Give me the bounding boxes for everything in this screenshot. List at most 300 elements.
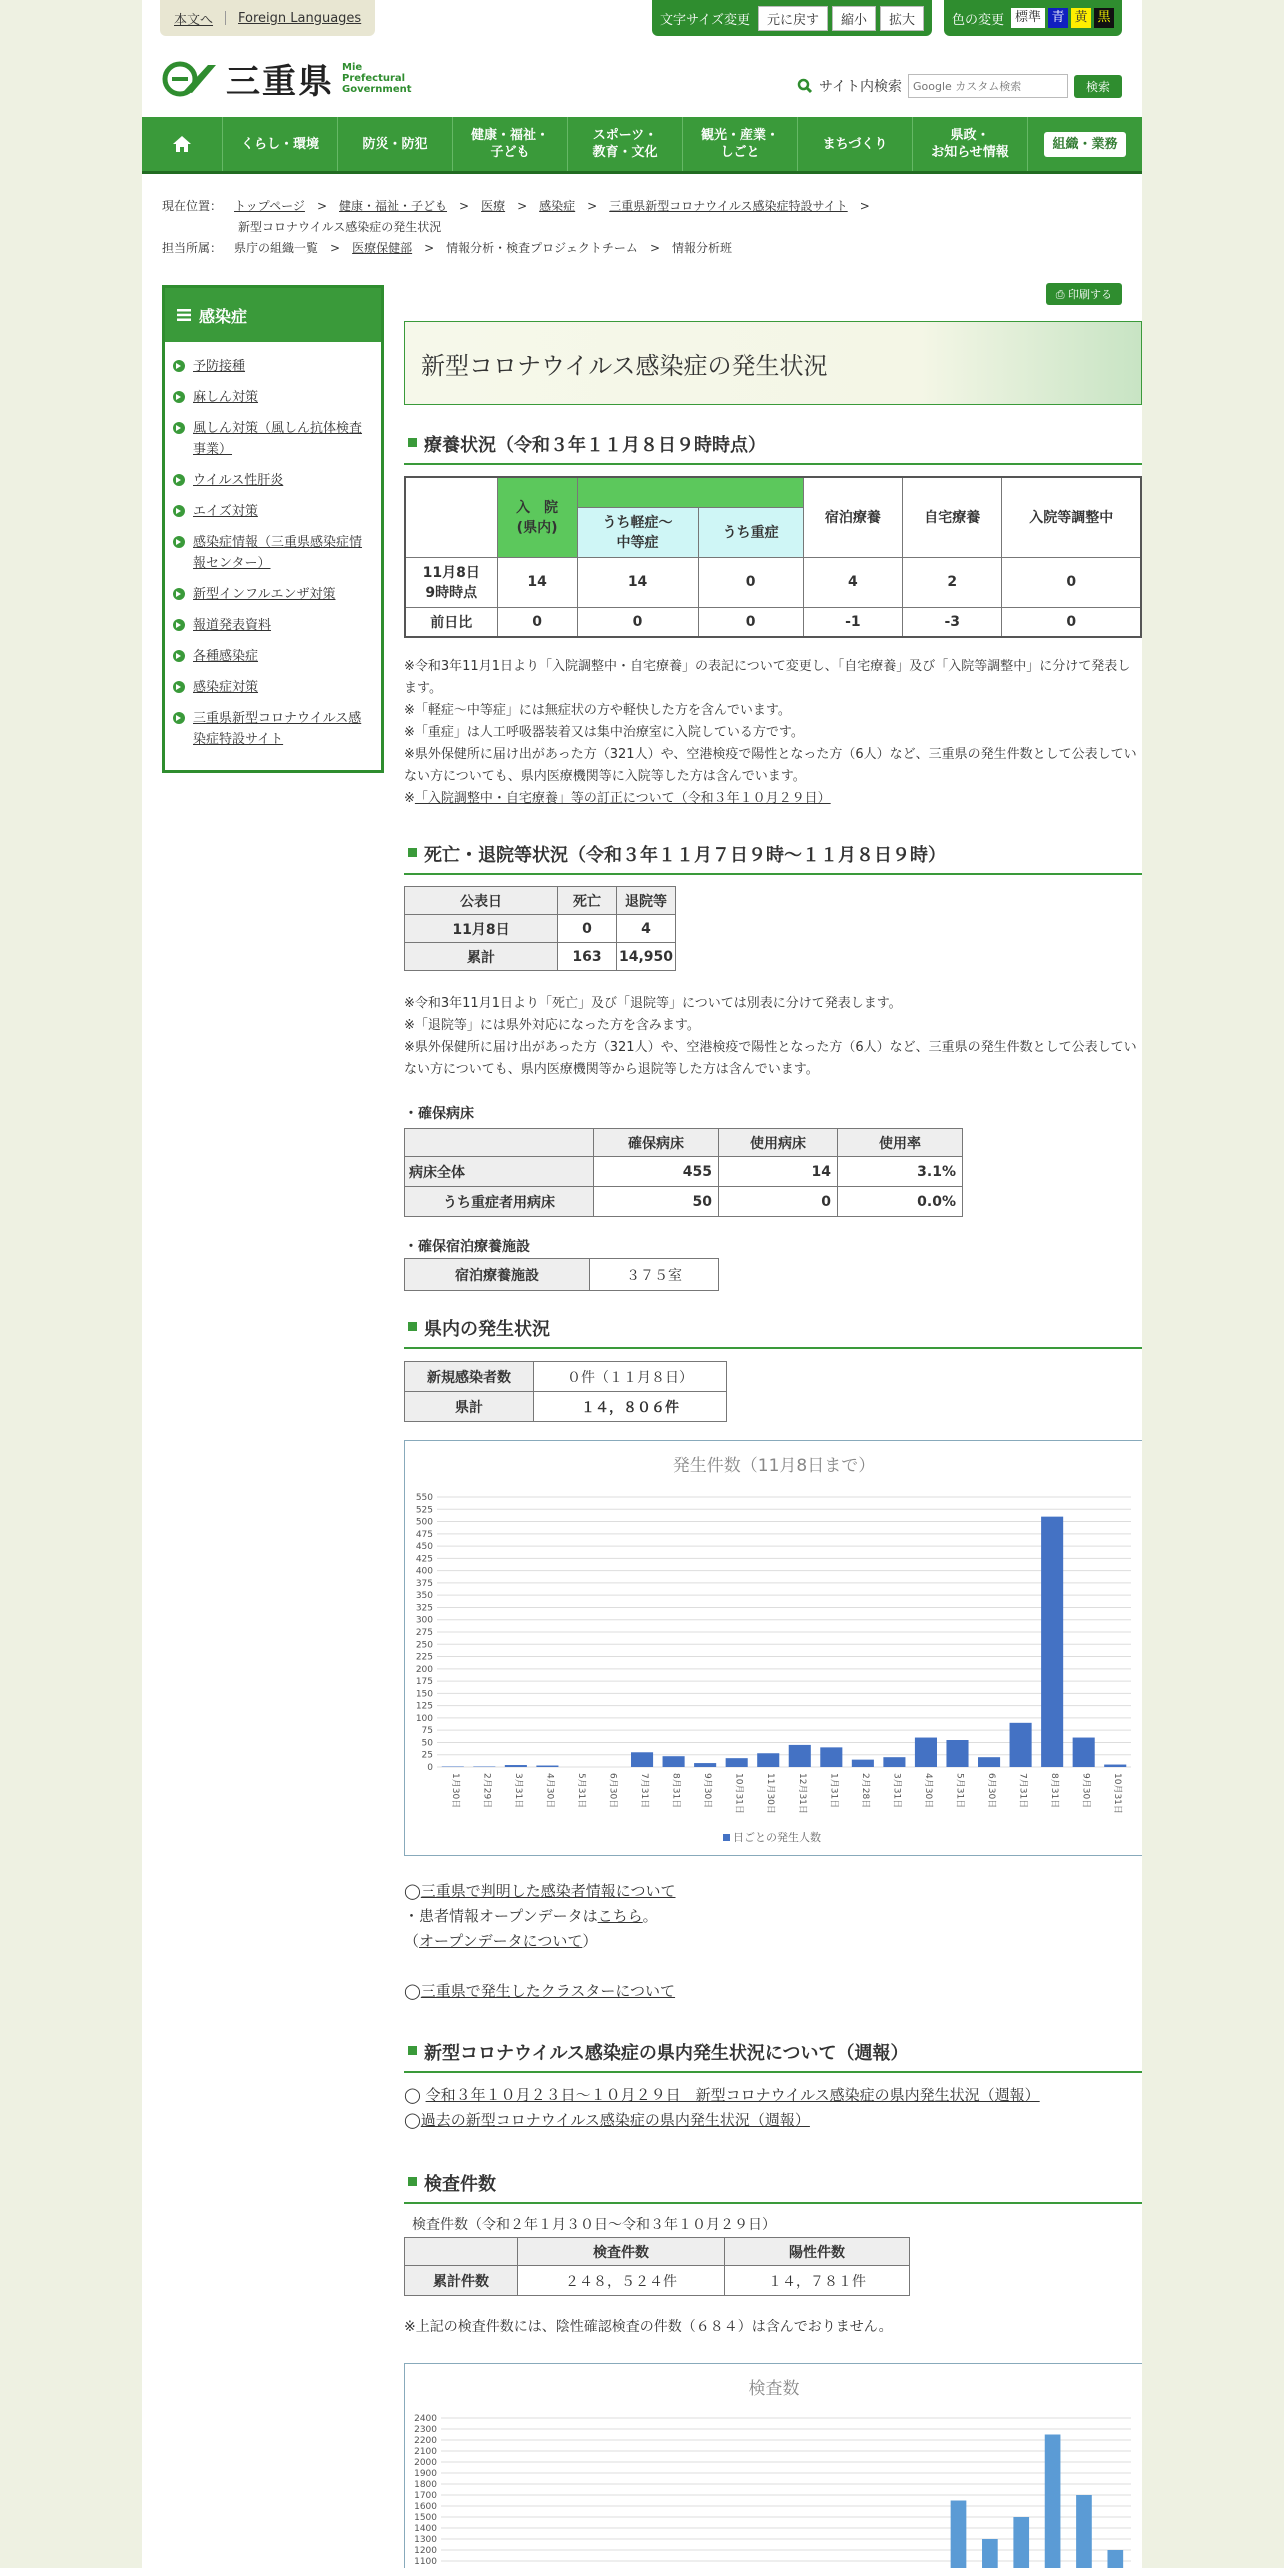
y-tick-label: 2300 xyxy=(414,2425,437,2435)
bar xyxy=(726,1758,748,1767)
arrow-bullet-icon xyxy=(173,474,185,486)
dept-label: 担当所属： xyxy=(162,241,223,255)
table-cell: -1 xyxy=(803,607,902,637)
y-tick-label: 1600 xyxy=(414,2502,437,2512)
table-header: 死亡 xyxy=(558,887,617,915)
x-tick-label: 8月31日 xyxy=(1049,1773,1060,1809)
x-tick-label: 1月31日 xyxy=(828,1773,839,1809)
arrow-bullet-icon xyxy=(173,681,185,693)
page-title: 新型コロナウイルス感染症の発生状況 xyxy=(404,321,1142,405)
arrow-bullet-icon xyxy=(173,505,185,517)
nav-item-tourism[interactable]: 観光・産業・ しごと xyxy=(683,117,798,171)
table-row-label: 11月8日 xyxy=(405,915,558,943)
y-tick-label: 175 xyxy=(415,1677,433,1688)
note-line: ※「退院等」には県外対応になった方を含みます。 xyxy=(404,1018,700,1033)
tests-note: ※上記の検査件数には、陰性確認検査の件数（６８４）は含んでおりません。 xyxy=(404,2319,893,2335)
breadcrumb-separator: > xyxy=(517,199,528,213)
page xyxy=(142,0,1142,2568)
y-tick-label: 325 xyxy=(415,1603,433,1614)
y-tick-label: 300 xyxy=(415,1615,433,1626)
bar xyxy=(915,1738,937,1767)
color-label: 色の変更 xyxy=(952,12,1005,28)
breadcrumb-item[interactable]: 三重県新型コロナウイルス感染症特設サイト xyxy=(609,199,848,213)
bar xyxy=(1045,2435,1061,2568)
arrow-bullet-icon xyxy=(173,391,185,403)
beds-title: ・確保病床 xyxy=(404,1106,474,1122)
breadcrumb-item[interactable]: 健康・福祉・子ども xyxy=(339,199,448,213)
circle-bullet: ◯ xyxy=(404,2111,421,2129)
mie-logo-icon xyxy=(162,61,218,97)
related-links xyxy=(404,1879,676,2004)
y-tick-label: 375 xyxy=(415,1578,433,1589)
table-header: 入 院 (県内) xyxy=(497,477,577,557)
y-tick-label: 1300 xyxy=(414,2535,437,2545)
bar xyxy=(982,2539,998,2568)
table-header: 公表日 xyxy=(405,887,558,915)
x-tick-label: 2月28日 xyxy=(859,1773,870,1809)
table-cell: 0 xyxy=(497,607,577,637)
y-tick-label: 1100 xyxy=(414,2557,437,2567)
section-heading-weekly: 新型コロナウイルス感染症の県内発生状況について（週報） xyxy=(404,2039,1142,2073)
site-search xyxy=(797,74,1122,98)
tests-period: 検査件数（令和２年１月３０日～令和３年１０月２９日） xyxy=(412,2217,776,2233)
table-cell: 163 xyxy=(558,943,617,971)
y-tick-label: 450 xyxy=(415,1542,433,1553)
note-line: ※令和3年11月1日より「死亡」及び「退院等」については別表に分けて発表します。 xyxy=(404,996,902,1011)
y-tick-label: 1400 xyxy=(414,2524,437,2534)
table-cell: １４，８０６件 xyxy=(534,1392,727,1422)
x-tick-label: 10月31日 xyxy=(1112,1773,1123,1814)
note-line: ※県外保健所に届け出があった方（321人）や、空港検疫で陽性となった方（6人）など、三重県の発生件数として公表していない方についても、県内医療機関等から退院等した方は含んでいます。 xyxy=(404,1040,1137,1077)
table-cell: 0.0% xyxy=(838,1187,963,1217)
y-tick-label: 25 xyxy=(421,1750,433,1761)
bar xyxy=(1076,2495,1092,2568)
bar xyxy=(820,1747,842,1767)
top-bar xyxy=(142,0,1142,36)
y-tick-label: 400 xyxy=(415,1566,433,1577)
circle-bullet: ◯ xyxy=(404,1882,421,1900)
chart-title: 発生件数（11月8日まで） xyxy=(672,1456,876,1476)
table-corner-cell xyxy=(405,477,497,557)
y-tick-label: 100 xyxy=(415,1713,433,1724)
table-cell: 0 xyxy=(698,557,803,607)
skip-to-content-link[interactable]: 本文へ xyxy=(174,12,214,28)
sidebar-item[interactable] xyxy=(173,470,371,491)
y-tick-label: 2200 xyxy=(414,2436,437,2446)
table-cell: 0 xyxy=(698,607,803,637)
y-tick-label: 50 xyxy=(421,1738,433,1749)
bar xyxy=(1013,2517,1029,2568)
logo-kanji: 三重県 xyxy=(226,62,334,102)
bar xyxy=(852,1760,874,1767)
y-tick-label: 1500 xyxy=(414,2513,437,2523)
arrow-bullet-icon xyxy=(173,619,185,631)
cases-chart xyxy=(404,1440,1142,1856)
y-tick-label: 550 xyxy=(415,1493,433,1503)
y-tick-label: 525 xyxy=(415,1505,433,1516)
note-prefix: ※ xyxy=(404,791,415,806)
y-tick-label: 1900 xyxy=(414,2469,437,2479)
sidebar-item-label[interactable]: 新型インフルエンザ対策 xyxy=(193,587,336,602)
section-heading-treatment: 療養状況（令和３年１１月８日９時時点） xyxy=(404,431,1142,465)
breadcrumb-item[interactable]: 感染症 xyxy=(539,199,576,213)
note-line: ※県外保健所に届け出があった方（321人）や、空港検疫で陽性となった方（6人）など、三重県の発生件数として公表していない方についても、県内医療機関等に入院等した方は含んでいます。 xyxy=(404,747,1137,784)
x-tick-label: 5月31日 xyxy=(954,1773,965,1809)
table-cell: 455 xyxy=(594,1157,719,1187)
printer-icon: ⎙ xyxy=(1055,288,1068,301)
x-tick-label: 3月31日 xyxy=(512,1773,523,1809)
breadcrumb-current-label: 現在位置： xyxy=(162,199,223,213)
breadcrumb-separator: > xyxy=(316,199,327,213)
bar xyxy=(536,1766,558,1767)
nav-item-health[interactable]: 健康・福祉・ 子ども xyxy=(453,117,568,171)
x-tick-label: 4月30日 xyxy=(922,1773,933,1809)
table-cell: 0 xyxy=(577,607,698,637)
table-cell: ３７５室 xyxy=(590,1259,719,1291)
search-button[interactable]: 検索 xyxy=(1074,75,1122,98)
arrow-bullet-icon xyxy=(173,650,185,662)
table-header: 検査件数 xyxy=(518,2238,725,2266)
breadcrumb-separator: > xyxy=(649,241,660,255)
nav-item-prefgov[interactable]: 県政・ お知らせ情報 xyxy=(913,117,1028,171)
section-heading-deaths: 死亡・退院等状況（令和３年１１月７日９時～１１月８日９時） xyxy=(404,841,1142,875)
table-cell: １４，７８１件 xyxy=(725,2266,910,2296)
x-tick-label: 8月31日 xyxy=(670,1773,681,1809)
hotel-table xyxy=(404,1258,719,1291)
past-weekly-reports-link[interactable]: 過去の新型コロナウイルス感染症の県内発生状況（週報） xyxy=(420,2111,810,2129)
dept-item: 情報分析班 xyxy=(672,241,733,255)
sidebar-item[interactable] xyxy=(173,584,371,605)
tests-table xyxy=(404,2237,910,2296)
sidebar-header xyxy=(165,288,381,342)
font-size-small-button[interactable]: 縮小 xyxy=(832,6,876,31)
sidebar-list xyxy=(165,342,381,770)
link-text: 。 xyxy=(642,1907,658,1925)
table-cell: 14 xyxy=(719,1157,838,1187)
bar xyxy=(631,1752,653,1767)
y-tick-label: 350 xyxy=(415,1591,433,1602)
correction-notice-link[interactable]: 「入院調整中・自宅療養」等の訂正について（令和３年１０月２９日） xyxy=(414,791,831,806)
dept-item: 情報分析・検査プロジェクトチーム xyxy=(446,241,638,255)
table-row-label: 宿泊療養施設 xyxy=(405,1259,590,1291)
table-header: 退院等 xyxy=(617,887,676,915)
foreign-languages-link[interactable]: Foreign Languages xyxy=(238,10,362,26)
table-cell: 14,950 xyxy=(617,943,676,971)
bar xyxy=(1107,2550,1123,2568)
circle-bullet: ◯ xyxy=(404,1982,421,2000)
dept-item-link[interactable]: 医療保健部 xyxy=(352,241,413,255)
nav-item-disaster[interactable]: 防災・防犯 xyxy=(338,117,453,171)
breadcrumb xyxy=(162,196,1122,259)
y-tick-label: 225 xyxy=(415,1652,433,1663)
link-text: ） xyxy=(582,1932,598,1950)
about-open-data-link[interactable]: オープンデータについて xyxy=(419,1932,583,1950)
font-size-large-button[interactable]: 拡大 xyxy=(880,6,924,31)
link-text: （ xyxy=(404,1932,420,1950)
table-row-label: うち重症者用病床 xyxy=(405,1187,594,1217)
logo-en-1: Mie xyxy=(342,62,363,73)
arrow-bullet-icon xyxy=(173,536,185,548)
tests-chart xyxy=(404,2363,1142,2568)
site-logo[interactable] xyxy=(162,54,412,103)
bar xyxy=(1010,1723,1032,1767)
y-tick-label: 125 xyxy=(415,1701,433,1712)
table-row-label: 病床全体 xyxy=(405,1157,594,1187)
sidebar-item-label[interactable]: 感染症情報（三重県感染症情報センター） xyxy=(193,535,363,571)
bar xyxy=(946,1740,968,1767)
search-label: サイト内検索 xyxy=(818,79,902,95)
section-heading-occurrence: 県内の発生状況 xyxy=(404,1315,1142,1349)
beds-table xyxy=(404,1128,963,1217)
sidebar-item[interactable] xyxy=(173,532,371,574)
deaths-notes xyxy=(404,993,1142,1081)
nav-item-living[interactable]: くらし・環境 xyxy=(223,117,338,171)
y-tick-label: 250 xyxy=(415,1640,433,1651)
x-tick-label: 1月30日 xyxy=(449,1773,460,1809)
table-cell: 0 xyxy=(1002,607,1141,637)
x-tick-label: 12月31日 xyxy=(796,1773,807,1814)
sidebar-item-label[interactable]: 三重県新型コロナウイルス感染症特設サイト xyxy=(193,711,362,747)
logo-en-2: Prefectural xyxy=(342,73,406,84)
table-cell: ２４８，５２４件 xyxy=(518,2266,725,2296)
bar xyxy=(505,1765,527,1767)
note-line: ※「重症」は人工呼吸器装着又は集中治療室に入院している方です。 xyxy=(404,725,804,740)
nav-item-org-label: 組織・業務 xyxy=(1044,132,1125,157)
x-tick-label: 2月29日 xyxy=(481,1773,492,1809)
link-row xyxy=(404,1904,676,1929)
search-input[interactable] xyxy=(908,74,1068,98)
table-corner-cell xyxy=(405,1129,594,1157)
y-tick-label: 425 xyxy=(415,1554,433,1565)
arrow-bullet-icon xyxy=(173,422,185,434)
breadcrumb-separator: > xyxy=(330,241,341,255)
sidebar-item-label[interactable]: 風しん対策（風しん抗体検査事業） xyxy=(193,421,363,457)
sidebar-item[interactable] xyxy=(173,501,371,522)
sidebar-item-label[interactable]: エイズ対策 xyxy=(193,504,258,519)
y-tick-label: 150 xyxy=(415,1689,433,1700)
arrow-bullet-icon xyxy=(173,360,185,372)
table-cell: 0 xyxy=(719,1187,838,1217)
table-row-label: 県計 xyxy=(405,1392,534,1422)
sidebar-item[interactable] xyxy=(173,646,371,667)
patient-info-link[interactable]: 三重県で判明した感染者情報について xyxy=(420,1882,676,1900)
link-row xyxy=(404,2108,1040,2133)
table-cell: 0 xyxy=(1002,557,1141,607)
table-cell: 50 xyxy=(594,1187,719,1217)
tests-chart-plot xyxy=(405,2400,1141,2568)
table-row-label: 新規感染者数 xyxy=(405,1362,534,1392)
menu-icon xyxy=(177,309,191,321)
table-header: 陽性件数 xyxy=(725,2238,910,2266)
color-blue-button[interactable]: 青 xyxy=(1048,8,1068,28)
table-cell: -3 xyxy=(903,607,1002,637)
circle-bullet: ◯ xyxy=(404,2086,421,2104)
table-header: 入院等調整中 xyxy=(1002,477,1141,557)
color-switcher xyxy=(944,0,1122,36)
treatment-notes xyxy=(404,656,1142,810)
hotel-title: ・確保宿泊療養施設 xyxy=(404,1239,530,1255)
bar xyxy=(757,1753,779,1767)
y-tick-label: 75 xyxy=(421,1726,433,1737)
home-icon xyxy=(172,135,192,153)
x-tick-label: 3月31日 xyxy=(891,1773,902,1809)
open-data-here-link[interactable]: こちら xyxy=(597,1907,643,1925)
table-row-label: 累計 xyxy=(405,943,558,971)
weekly-report-link[interactable]: 令和３年１０月２３日～１０月２９日 新型コロナウイルス感染症の県内発生状況（週報） xyxy=(425,2086,1040,2104)
y-tick-label: 200 xyxy=(415,1664,433,1675)
breadcrumb-separator: > xyxy=(587,199,598,213)
global-nav xyxy=(142,117,1142,174)
breadcrumb-separator: > xyxy=(459,199,470,213)
table-header-spacer xyxy=(577,477,803,507)
search-icon xyxy=(797,78,813,94)
sidebar xyxy=(162,285,384,773)
table-header: 自宅療養 xyxy=(903,477,1002,557)
bar xyxy=(694,1763,716,1767)
x-tick-label: 10月31日 xyxy=(733,1773,744,1814)
link-row xyxy=(404,1879,676,1904)
bar xyxy=(789,1745,811,1767)
clusters-link[interactable]: 三重県で発生したクラスターについて xyxy=(420,1982,676,2000)
table-row-label: 前日比 xyxy=(405,607,497,637)
note-line xyxy=(404,788,1142,810)
table-cell: 2 xyxy=(903,557,1002,607)
x-tick-label: 7月31日 xyxy=(1017,1773,1028,1809)
dept-item: 県庁の組織一覧 xyxy=(234,241,319,255)
logo-english xyxy=(342,62,412,95)
breadcrumb-item[interactable]: 医療 xyxy=(481,199,506,213)
sidebar-item-label[interactable]: ウイルス性肝炎 xyxy=(193,473,284,488)
arrow-bullet-icon xyxy=(173,712,185,724)
table-header: 確保病床 xyxy=(594,1129,719,1157)
table-cell: 4 xyxy=(617,915,676,943)
divider xyxy=(225,11,226,25)
bar xyxy=(1104,1765,1126,1767)
x-tick-label: 6月30日 xyxy=(986,1773,997,1809)
link-row xyxy=(404,1929,676,1954)
x-tick-label: 9月30日 xyxy=(1080,1773,1091,1809)
y-tick-label: 2400 xyxy=(414,2414,437,2424)
print-label: 印刷する xyxy=(1068,288,1112,301)
x-tick-label: 11月30日 xyxy=(765,1773,776,1814)
y-tick-label: 2100 xyxy=(414,2447,437,2457)
nav-item-org[interactable] xyxy=(1028,117,1142,171)
spacer xyxy=(404,1954,676,1979)
y-tick-label: 500 xyxy=(415,1517,433,1528)
note-line: ※「軽症～中等症」には無症状の方や軽快した方を含んでいます。 xyxy=(404,703,791,718)
table-cell: 14 xyxy=(497,557,577,607)
table-header: 使用率 xyxy=(838,1129,963,1157)
color-black-button[interactable]: 黒 xyxy=(1094,8,1114,28)
chart-title: 検査数 xyxy=(748,2379,800,2399)
table-cell: 4 xyxy=(803,557,902,607)
section-heading-tests: 検査件数 xyxy=(404,2170,1142,2204)
x-tick-label: 4月30日 xyxy=(544,1773,555,1809)
breadcrumb-item[interactable]: トップページ xyxy=(234,199,305,213)
breadcrumb-current: 新型コロナウイルス感染症の発生状況 xyxy=(238,220,442,234)
sidebar-item[interactable] xyxy=(173,708,371,750)
x-tick-label: 5月31日 xyxy=(575,1773,586,1809)
table-header: うち重症 xyxy=(698,507,803,557)
link-text: ・患者情報オープンデータは xyxy=(404,1907,598,1925)
sidebar-item-label[interactable]: 報道発表資料 xyxy=(193,618,272,633)
table-cell: 3.1% xyxy=(838,1157,963,1187)
sidebar-item-label[interactable]: 感染症対策 xyxy=(193,680,259,695)
legend-label: 日ごとの発生人数 xyxy=(733,1831,821,1844)
table-row-label: 11月8日 9時時点 xyxy=(405,557,497,607)
color-standard-button[interactable]: 標準 xyxy=(1011,8,1045,28)
x-tick-label: 6月30日 xyxy=(607,1773,618,1809)
bar xyxy=(978,1757,1000,1767)
sidebar-item-label[interactable]: 予防接種 xyxy=(193,359,246,374)
print-button[interactable] xyxy=(1046,283,1122,305)
table-cell: 14 xyxy=(577,557,698,607)
y-tick-label: 275 xyxy=(415,1628,433,1638)
y-tick-label: 1700 xyxy=(414,2491,437,2501)
treatment-table xyxy=(404,476,1142,638)
font-size-switcher xyxy=(652,0,932,36)
bar xyxy=(663,1756,685,1767)
sidebar-item[interactable] xyxy=(173,418,371,460)
x-tick-label: 9月30日 xyxy=(702,1773,713,1809)
sidebar-item[interactable] xyxy=(173,615,371,636)
y-tick-label: 2000 xyxy=(414,2458,437,2468)
arrow-bullet-icon xyxy=(173,588,185,600)
link-row xyxy=(404,2083,1040,2108)
y-tick-label: 1200 xyxy=(414,2546,437,2556)
nav-item-sports[interactable]: スポーツ・ 教育・文化 xyxy=(568,117,683,171)
table-header: うち軽症～ 中等症 xyxy=(577,507,698,557)
sidebar-item[interactable] xyxy=(173,677,371,698)
bar xyxy=(1041,1517,1063,1767)
cases-chart-plot xyxy=(405,1477,1141,1853)
table-row-label: 累計件数 xyxy=(405,2266,518,2296)
y-tick-label: 0 xyxy=(427,1763,433,1773)
x-tick-label: 7月31日 xyxy=(639,1773,650,1809)
color-yellow-button[interactable]: 黄 xyxy=(1071,8,1091,28)
skip-links xyxy=(160,0,375,36)
sidebar-item-label[interactable]: 麻しん対策 xyxy=(193,390,259,405)
y-tick-label: 475 xyxy=(415,1529,433,1540)
legend-swatch xyxy=(723,1834,730,1841)
nav-home[interactable] xyxy=(142,117,223,171)
bar xyxy=(951,2501,967,2568)
occurrence-table xyxy=(404,1361,727,1422)
table-header: 宿泊療養 xyxy=(803,477,902,557)
y-tick-label: 1800 xyxy=(414,2480,437,2490)
bar xyxy=(1073,1738,1095,1767)
font-size-label: 文字サイズ変更 xyxy=(660,12,750,28)
breadcrumb-separator: > xyxy=(859,199,870,213)
breadcrumb-separator: > xyxy=(424,241,435,255)
bar xyxy=(883,1757,905,1767)
deaths-table xyxy=(404,886,676,971)
sidebar-title: 感染症 xyxy=(199,306,248,326)
link-row xyxy=(404,1979,676,2004)
note-line: ※令和3年11月1日より「入院調整中・自宅療養」の表記について変更し、「自宅療養」及び「入院等調整中」に分けて発表します。 xyxy=(404,659,1131,696)
logo-en-3: Government xyxy=(342,84,412,95)
sidebar-item[interactable] xyxy=(173,356,371,377)
table-cell: ０件（１１月８日） xyxy=(534,1362,727,1392)
nav-item-town[interactable]: まちづくり xyxy=(798,117,913,171)
sidebar-item[interactable] xyxy=(173,387,371,408)
table-header: 使用病床 xyxy=(719,1129,838,1157)
sidebar-item-label[interactable]: 各種感染症 xyxy=(193,649,259,664)
table-cell: 0 xyxy=(558,915,617,943)
weekly-links xyxy=(404,2083,1040,2133)
font-size-reset-button[interactable]: 元に戻す xyxy=(758,6,828,31)
table-corner-cell xyxy=(405,2238,518,2266)
